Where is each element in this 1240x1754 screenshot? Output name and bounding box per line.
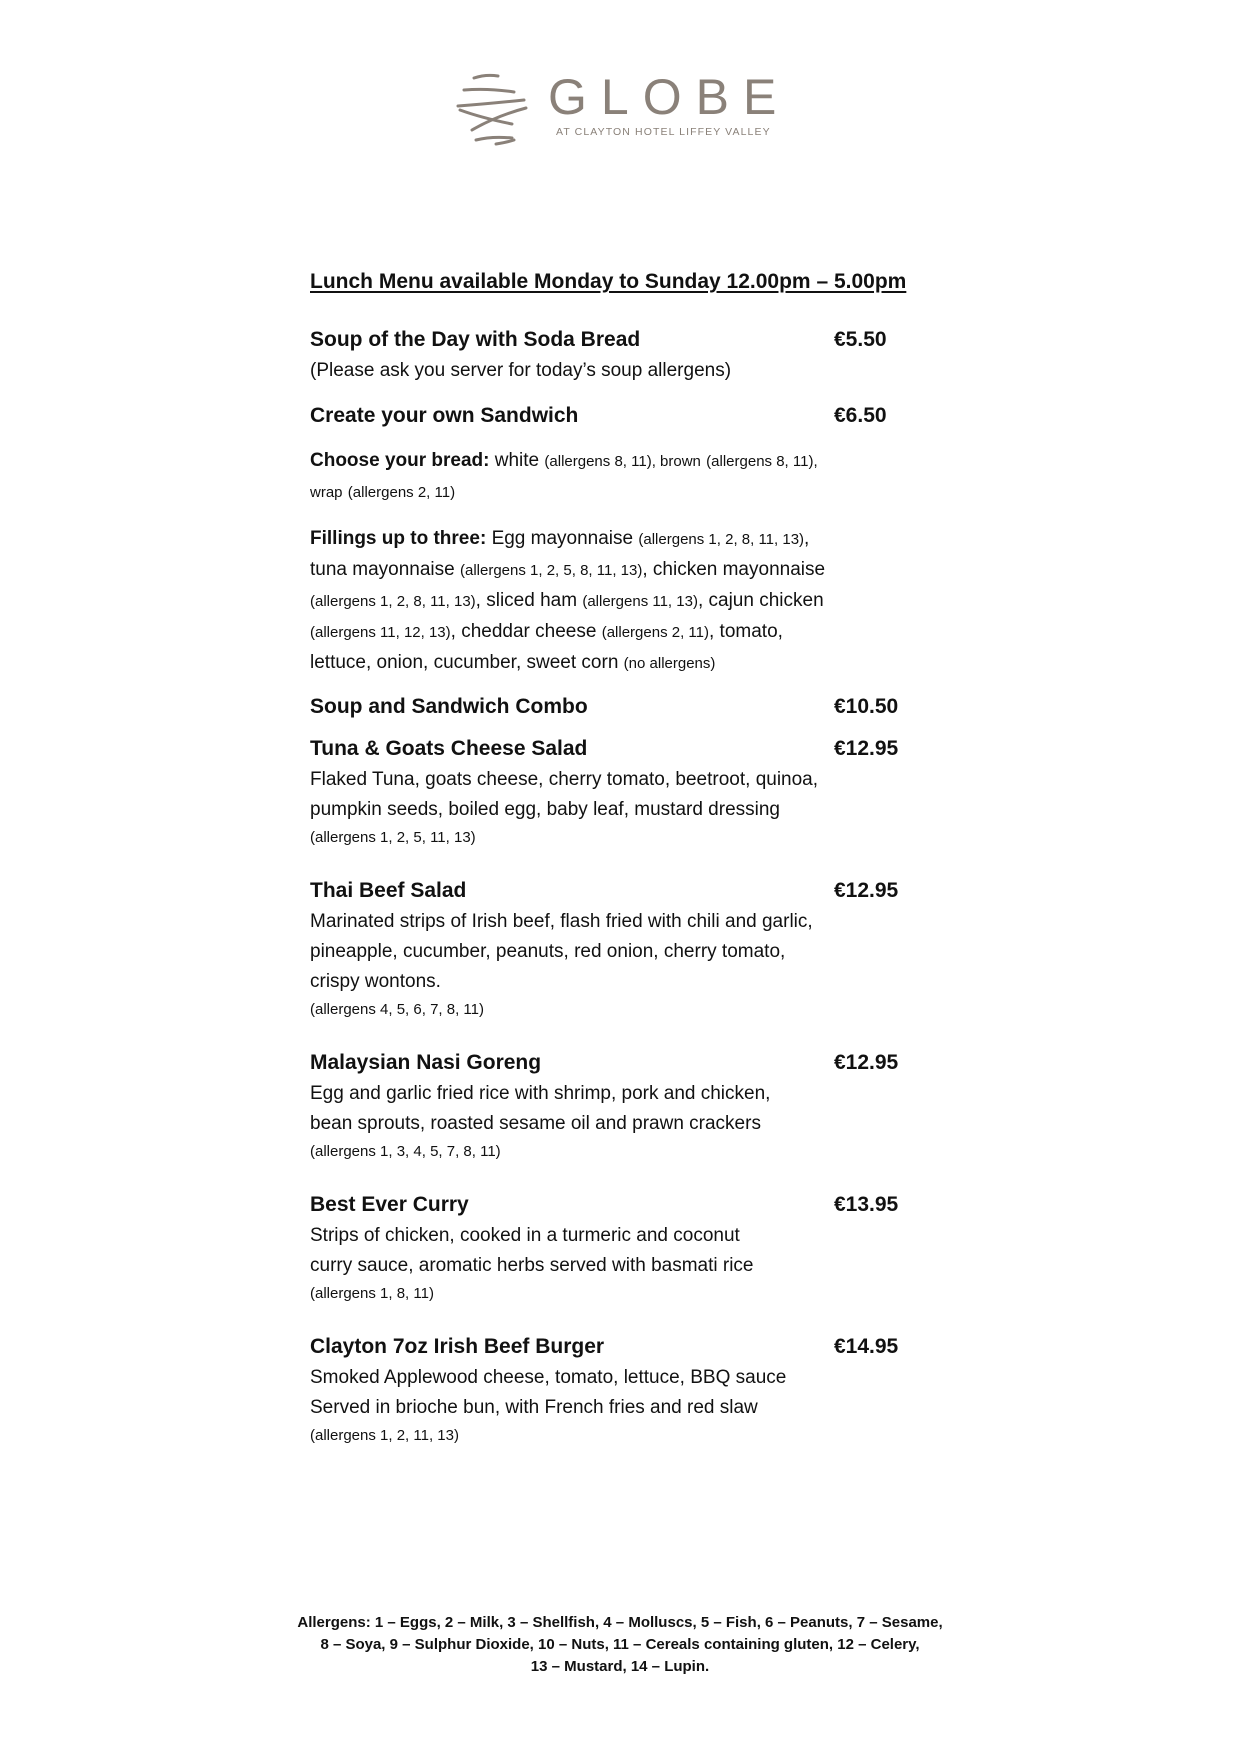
- item-price: €6.50: [834, 404, 887, 427]
- item-description-line: curry sauce, aromatic herbs served with basmati rice: [310, 1255, 754, 1276]
- item-description-line: Marinated strips of Irish beef, flash fried with chili and garlic,: [310, 911, 813, 932]
- allergen-legend-line: Allergens: 1 – Eggs, 2 – Milk, 3 – Shellfish, 4 – Molluscs, 5 – Fish, 6 – Peanuts, 7 – Sesame,: [297, 1614, 943, 1631]
- filling-allergens: (allergens 1, 2, 8, 11, 13): [638, 531, 805, 548]
- page-title: Lunch Menu available Monday to Sunday 12.00pm – 5.00pm: [310, 270, 907, 293]
- item-description-line: crispy wontons.: [310, 971, 441, 992]
- filling: cajun chicken: [708, 590, 824, 611]
- item-allergens: (allergens 1, 2, 11, 13): [310, 1427, 459, 1444]
- item-allergens: (allergens 1, 2, 5, 11, 13): [310, 829, 476, 846]
- filling: chicken mayonnaise: [652, 559, 826, 580]
- filling-allergens: (allergens 11, 13): [582, 593, 698, 610]
- filling-allergens: (allergens 1, 2, 5, 8, 11, 13): [460, 562, 643, 579]
- item-title: Create your own Sandwich: [310, 404, 579, 427]
- filling-allergens: (allergens 2, 11): [601, 624, 709, 641]
- bread-brown: brown: [660, 453, 701, 470]
- item-title: Soup and Sandwich Combo: [310, 695, 588, 718]
- item-price: €13.95: [834, 1193, 899, 1216]
- filling: tuna mayonnaise: [310, 559, 455, 580]
- item-description-line: pumpkin seeds, boiled egg, baby leaf, mustard dressing: [310, 799, 780, 820]
- menu-content: [310, 270, 950, 1477]
- menu-item-combo: [310, 695, 950, 723]
- menu-item-curry: [310, 1193, 950, 1307]
- fillings-options: Fillings up to three: Egg mayonnaise (allergens 1, 2, 8, 11, 13), tuna mayonnaise (allergens 1, 2, 5, 8, 11, 13), chicken mayonnaise (allergens 1, 2, 8, 11, 13), sliced ham (allergens 11, 13), cajun chicken (allergens 11, 12, 13), cheddar cheese (allergens 2, 11), tomato, lettuce, onion, cucumber, sweet corn (no allergens): [310, 528, 826, 673]
- globe-lines-icon: [452, 68, 536, 152]
- item-price: €12.95: [834, 1051, 899, 1074]
- item-price: €14.95: [834, 1335, 899, 1358]
- item-description-line: pineapple, cucumber, peanuts, red onion, cherry tomato,: [310, 941, 786, 962]
- bread-wrap: wrap: [310, 484, 343, 501]
- item-allergens: (allergens 1, 8, 11): [310, 1285, 434, 1302]
- allergen-legend: [0, 1612, 1240, 1678]
- item-description-line: bean sprouts, roasted sesame oil and prawn crackers: [310, 1113, 761, 1134]
- item-allergens: (allergens 4, 5, 6, 7, 8, 11): [310, 1001, 484, 1018]
- filling: sliced ham: [486, 590, 578, 611]
- item-title: Soup of the Day with Soda Bread: [310, 328, 641, 351]
- allergen-legend-line: 8 – Soya, 9 – Sulphur Dioxide, 10 – Nuts, 11 – Cereals containing gluten, 12 – Celery,: [320, 1636, 920, 1653]
- menu-item-thai-beef-salad: [310, 879, 950, 1023]
- filling-allergens: (allergens 1, 2, 8, 11, 13): [310, 593, 476, 610]
- item-description-line: Flaked Tuna, goats cheese, cherry tomato, beetroot, quinoa,: [310, 769, 819, 790]
- item-allergens: (allergens 1, 3, 4, 5, 7, 8, 11): [310, 1143, 501, 1160]
- menu-item-nasi-goreng: [310, 1051, 950, 1165]
- item-price: €12.95: [834, 879, 899, 902]
- item-description-line: Strips of chicken, cooked in a turmeric and coconut: [310, 1225, 740, 1246]
- allergen-legend-line: 13 – Mustard, 14 – Lupin.: [530, 1658, 710, 1675]
- fillings-label: Fillings up to three:: [310, 528, 487, 549]
- filling: cheddar cheese: [461, 621, 597, 642]
- item-title: Tuna & Goats Cheese Salad: [310, 737, 588, 760]
- bread-brown-allergens: (allergens 8, 11): [706, 453, 814, 470]
- item-title: Best Ever Curry: [310, 1193, 469, 1216]
- item-description: (Please ask you server for today’s soup allergens): [310, 360, 732, 381]
- item-description-line: Egg and garlic fried rice with shrimp, pork and chicken,: [310, 1083, 771, 1104]
- item-title: Malaysian Nasi Goreng: [310, 1051, 542, 1074]
- bread-options: Choose your bread: white (allergens 8, 11), brown (allergens 8, 11), wrap (allergens 2, 11): [310, 450, 818, 501]
- menu-item-soup: [310, 328, 950, 386]
- menu-item-sandwich: [310, 404, 950, 432]
- filling: Egg mayonnaise: [491, 528, 634, 549]
- menu-item-burger: [310, 1335, 950, 1449]
- filling-allergens: (allergens 11, 12, 13): [310, 624, 451, 641]
- bread-white: white: [494, 450, 540, 471]
- logo: [452, 68, 792, 152]
- menu-item-tuna-salad: [310, 737, 950, 851]
- item-description-line: Smoked Applewood cheese, tomato, lettuce, BBQ sauce: [310, 1367, 787, 1388]
- item-price: €12.95: [834, 737, 899, 760]
- item-description-line: Served in brioche bun, with French fries and red slaw: [310, 1397, 758, 1418]
- item-title: Clayton 7oz Irish Beef Burger: [310, 1335, 605, 1358]
- logo-wordmark: GLOBE: [548, 69, 791, 125]
- bread-white-allergens: (allergens 8, 11): [544, 453, 652, 470]
- bread-label: Choose your bread:: [310, 450, 490, 471]
- logo-subtitle: AT CLAYTON HOTEL LIFFEY VALLEY: [556, 126, 771, 138]
- filling: tomato, lettuce, onion, cucumber, sweet corn: [310, 621, 783, 673]
- bread-wrap-allergens: (allergens 2, 11): [347, 484, 456, 501]
- item-price: €5.50: [834, 328, 887, 351]
- item-price: €10.50: [834, 695, 899, 718]
- item-title: Thai Beef Salad: [310, 879, 467, 902]
- filling-allergens: (no allergens): [623, 655, 716, 672]
